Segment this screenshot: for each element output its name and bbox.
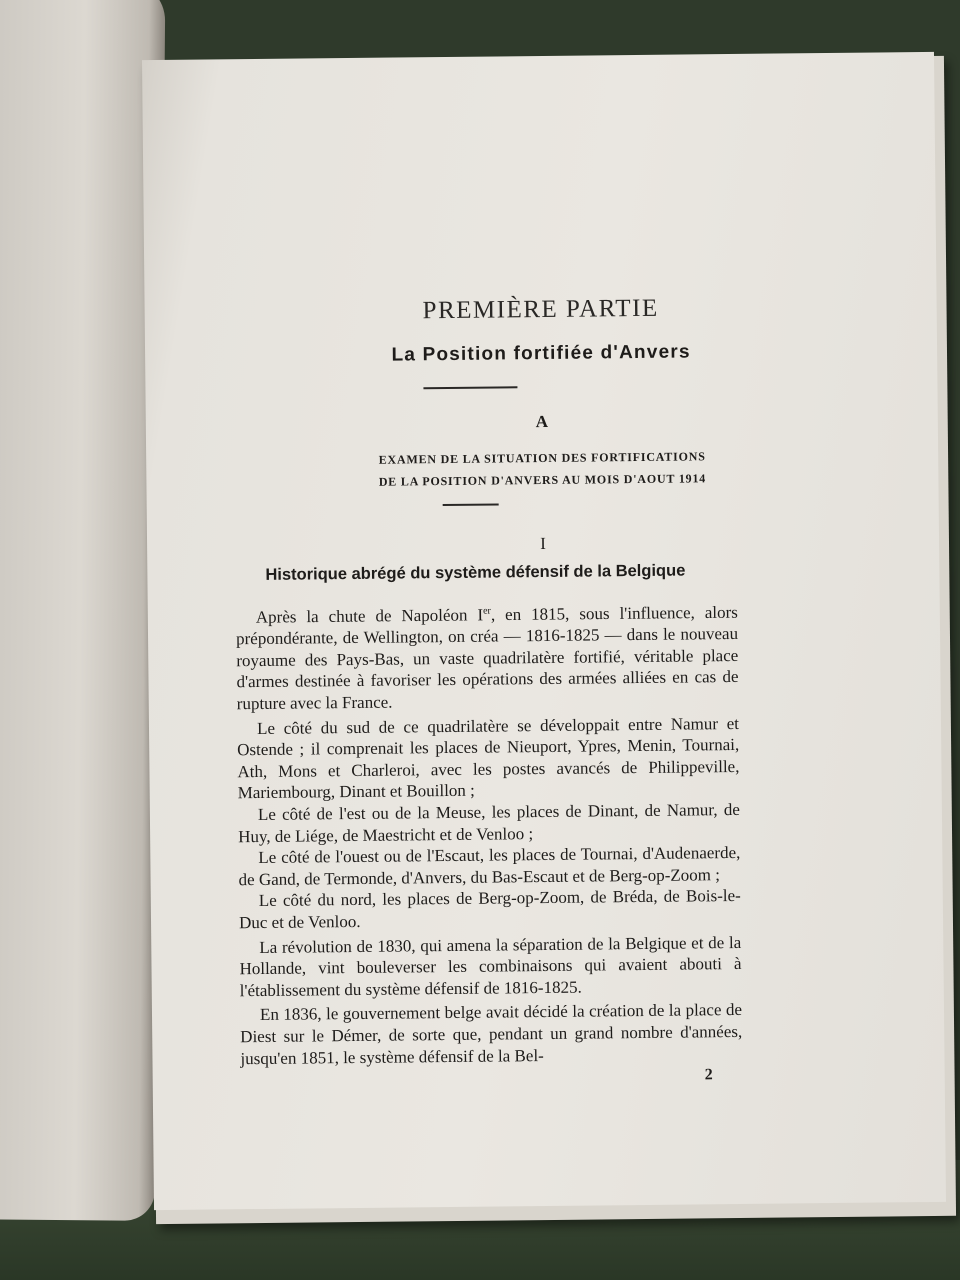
section-heading	[146, 443, 938, 495]
paragraph-text: , en 1815, sous l'influence, alors prépondérante, de Wellington, on créa — 1816-1825 — dans le nouveau royaume des Pays-Bas, un vaste quadrilatère fortifié, véritable place d'armes destinée à favoriser les opérations des armées alliées en cas de rupture avec la France.	[235, 602, 739, 714]
section-letter: A	[535, 411, 549, 432]
page-number: 2	[704, 1066, 713, 1084]
section-heading-line: DE LA POSITION D'ANVERS AU MOIS D'AOUT 1914	[378, 471, 707, 489]
paragraph: La révolution de 1830, qui amena la séparation de la Belgique et de la Hollande, vint bouleverser les combinaisons qui avaient abouti à l'établissement du système défensif de 1816-1825.	[239, 932, 742, 1000]
paragraph: Le côté du nord, les places de Berg-op-Zoom, de Bréda, de Bois-le-Duc et de Venloo.	[238, 886, 741, 933]
part-title: La Position fortifiée d'Anvers	[391, 341, 691, 366]
superscript: er	[483, 605, 491, 617]
part-heading: PREMIÈRE PARTIE	[422, 294, 659, 325]
book-page	[142, 52, 946, 1210]
facing-page-edge	[0, 0, 165, 1221]
paragraph: En 1836, le gouvernement belge avait décidé la création de la place de Diest sur le Démer, de sorte que, pendant un grand nombre d'années, jusqu'en 1851, le système défensif de la Bel-	[240, 1000, 743, 1068]
paragraph-text: Après la chute de Napoléon I	[255, 605, 484, 627]
divider-rule	[423, 386, 517, 389]
body-text	[236, 598, 743, 1069]
paragraph	[236, 598, 739, 715]
paragraph: Le côté de l'est ou de la Meuse, les places de Dinant, de Namur, de Huy, de Liége, de Maestricht et de Venloo ;	[238, 799, 740, 846]
paragraph: Le côté de l'ouest ou de l'Escaut, les places de Tournai, d'Audenaerde, de Gand, de Termonde, d'Anvers, du Bas-Escaut et de Berg-op-Zoom ;	[238, 843, 741, 889]
chapter-number: I	[540, 533, 547, 554]
divider-rule	[443, 503, 499, 506]
paragraph: Le côté du sud de ce quadrilatère se développait entre Namur et Ostende ; il comprenait les places de Nieuport, Ypres, Menin, Tournai, Ath, Mons et Charleroi, avec les postes avancés de Philippeville, Mariembourg, Dinant et Bouillon ;	[237, 713, 740, 803]
chapter-title: Historique abrégé du système défensif de la Belgique	[265, 561, 686, 584]
section-heading-line: EXAMEN DE LA SITUATION DES FORTIFICATIONS	[378, 449, 706, 467]
